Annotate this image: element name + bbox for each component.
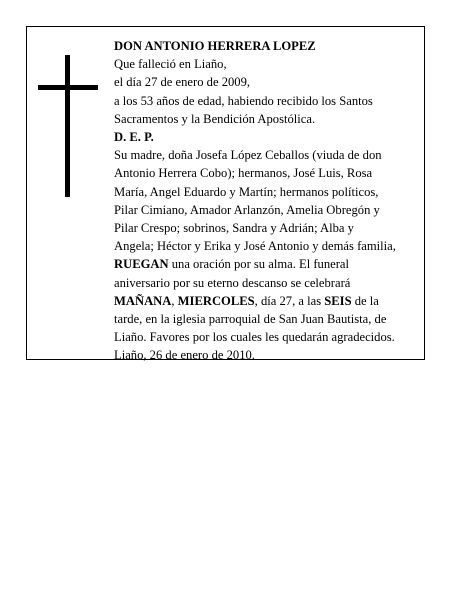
miercoles-word: MIERCOLES xyxy=(177,293,255,308)
closing-line: tarde, en la iglesia parroquial de San Juan Bautista, de xyxy=(114,312,387,327)
text-line: Sacramentos y la Bendición Apostólica. xyxy=(114,111,316,126)
family-line: Angela; Héctor y Erika y José Antonio y demás familia, xyxy=(114,239,396,254)
comma-separator: , xyxy=(171,293,178,308)
ruegan-line xyxy=(114,255,420,273)
funeral-time-line xyxy=(114,292,420,310)
ruegan-rest: una oración por su alma. El funeral xyxy=(168,257,350,272)
family-line: Su madre, doña Josefa López Ceballos (viuda de don xyxy=(114,148,382,163)
obituary-text xyxy=(114,37,420,365)
de-la-text: de la xyxy=(351,293,379,308)
dep-heading: D. E. P. xyxy=(114,130,154,145)
text-line: Que falleció en Liaño, xyxy=(114,57,227,72)
closing-line: Liaño. Favores por los cuales les quedarán agradecidos. xyxy=(114,330,395,345)
cross-icon xyxy=(38,55,98,197)
deceased-name: DON ANTONIO HERRERA LOPEZ xyxy=(114,39,316,53)
text-line: el día 27 de enero de 2009, xyxy=(114,75,251,90)
text-line: a los 53 años de edad, habiendo recibido los Santos xyxy=(114,93,373,108)
family-line: Antonio Herrera Cobo); hermanos, José Luis, Rosa xyxy=(114,166,373,181)
seis-word: SEIS xyxy=(324,293,352,308)
family-line: Pilar Cimiano, Amador Arlanzón, Amelia Obregón y xyxy=(114,202,380,217)
cross-vertical-bar xyxy=(65,55,70,197)
cross-horizontal-bar xyxy=(38,85,98,90)
ruegan-word: RUEGAN xyxy=(114,257,169,272)
dia-text: , día 27, a las xyxy=(254,293,325,308)
family-line: María, Angel Eduardo y Martín; hermanos políticos, xyxy=(114,184,379,199)
aniversario-line: aniversario por su eterno descanso se celebrará xyxy=(114,275,351,290)
date-line: Liaño, 26 de enero de 2010. xyxy=(114,348,255,363)
family-line: Pilar Crespo; sobrinos, Sandra y Adrián; Alba y xyxy=(114,221,354,236)
manana-word: MAÑANA xyxy=(114,293,172,308)
